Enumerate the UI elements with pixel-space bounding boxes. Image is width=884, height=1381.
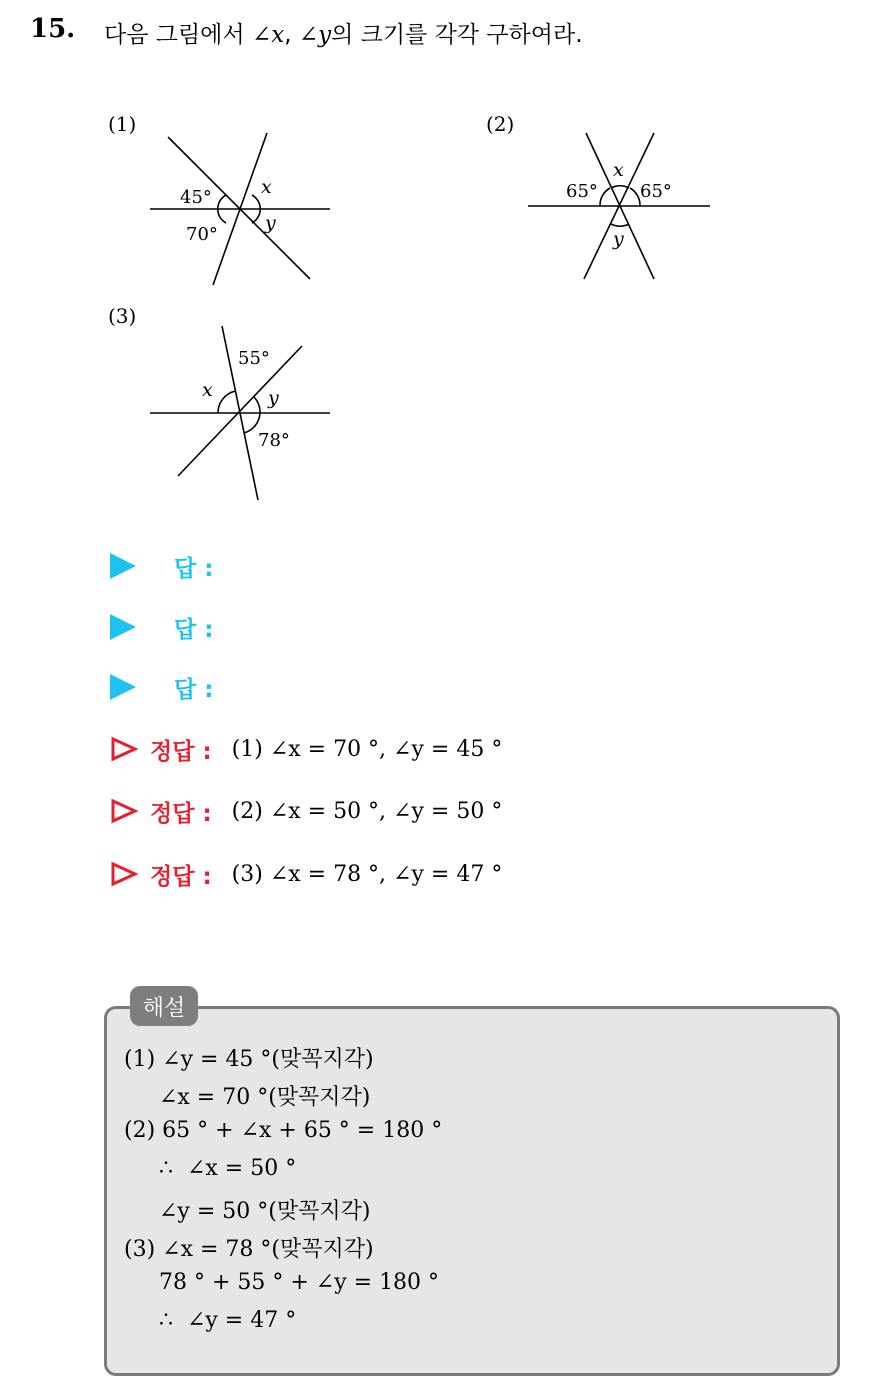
fig2-x-label: x [613,159,624,181]
answer-row-1 [110,548,213,584]
angle-x-symbol: ∠x [251,22,285,48]
red-triangle-outline-icon [110,736,138,762]
blue-triangle-icon [110,674,136,700]
figure-1-diagram [140,125,340,290]
solution-tab: 해설 [130,986,198,1026]
question-text-end: 의 크기를 각각 구하여라. [331,22,583,48]
fig2-angle-65-right: 65° [640,181,672,202]
answer-row-3 [110,669,213,705]
fig2-angle-65-left: 65° [566,181,598,202]
figure-1-label: (1) [108,112,137,136]
solution-line-3: (2) 65 ° + ∠x + 65 ° = 180 ° [124,1118,443,1143]
answer-label: 답 : [174,555,214,582]
fig3-angle-78: 78° [258,430,290,451]
correct-answer-text: (1) ∠x = 70 °, ∠y = 45 ° [231,736,503,762]
solution-line-1: (1) ∠y = 45 °(맞꼭지각) [124,1047,374,1072]
solution-line-4: ∴ ∠x = 50 ° [124,1156,297,1181]
correct-answer-label: 정답 : [150,738,212,765]
fig3-x-label: x [202,379,213,401]
question-text [104,16,583,49]
fig1-angle-70: 70° [186,224,218,245]
question-comma: , [284,22,299,48]
solution-line-2: ∠x = 70 °(맞꼭지각) [124,1085,371,1110]
correct-answer-label: 정답 : [150,800,212,827]
fig1-angle-45: 45° [180,187,212,208]
answer-row-2 [110,609,213,645]
correct-answer-label: 정답 : [150,863,212,890]
answer-label: 답 : [174,616,214,643]
correct-answer-text: (2) ∠x = 50 °, ∠y = 50 ° [231,798,503,824]
blue-triangle-icon [110,553,136,579]
blue-triangle-icon [110,614,136,640]
solution-line-8: ∴ ∠y = 47 ° [124,1308,297,1333]
correct-answer-text: (3) ∠x = 78 °, ∠y = 47 ° [231,861,503,887]
fig1-x-label: x [261,176,272,198]
solution-line-7: 78 ° + 55 ° + ∠y = 180 ° [124,1270,440,1295]
correct-answer-row-3 [110,856,502,892]
figure-2-diagram [520,125,720,285]
fig2-y-label: y [613,228,624,250]
angle-y-symbol: ∠y [298,22,332,48]
figure-3-label: (3) [108,304,137,328]
solution-line-6: (3) ∠x = 78 °(맞꼭지각) [124,1237,374,1262]
fig1-y-label: y [265,212,276,234]
answer-label: 답 : [174,676,214,703]
red-triangle-outline-icon [110,798,138,824]
red-triangle-outline-icon [110,861,138,887]
question-number: 15. [30,14,76,44]
figure-3-diagram [140,318,340,508]
fig3-y-label: y [268,387,279,409]
correct-answer-row-2 [110,793,502,829]
correct-answer-row-1 [110,731,502,767]
fig3-angle-55: 55° [238,348,270,369]
figure-2-label: (2) [486,112,515,136]
question-text-part: 다음 그림에서 [104,22,252,48]
solution-line-5: ∠y = 50 °(맞꼭지각) [124,1199,371,1224]
